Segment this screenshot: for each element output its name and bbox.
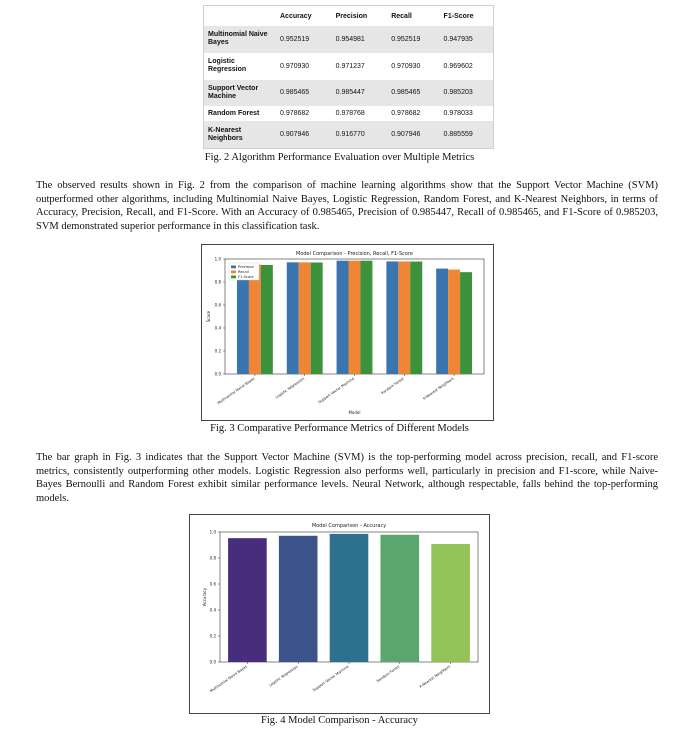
- y-tick-label: 0.0: [214, 371, 221, 377]
- table-cell: 0.978682: [280, 110, 310, 118]
- bar: [436, 269, 448, 374]
- legend-label: F1-Score: [238, 275, 254, 279]
- table-cell: 0.985465: [276, 80, 332, 107]
- bar: [299, 262, 311, 374]
- bar: [279, 536, 318, 662]
- table-cell: 0.985465: [387, 80, 439, 107]
- table-header-cell: Accuracy: [276, 6, 332, 26]
- table-cell: 0.985447: [332, 80, 388, 107]
- metrics-table-figure: [203, 5, 494, 149]
- table-cell: 0.952519: [387, 26, 439, 53]
- x-tick-label: Logistic Regression: [274, 376, 306, 400]
- legend-swatch: [231, 266, 236, 269]
- x-tick-label: Multinomial Naive Bayes: [216, 376, 256, 406]
- accuracy-bar-chart: [190, 515, 489, 713]
- table-header-cell: [204, 6, 276, 26]
- x-tick-label: K-Nearest Neighbors: [418, 664, 452, 689]
- chart-title: Model Comparison - Accuracy: [311, 523, 387, 529]
- table-cell: 0.978682: [391, 110, 421, 118]
- table-header-cell: Recall: [387, 6, 439, 26]
- table-cell: 0.985203: [440, 80, 493, 107]
- table-cell: 0.952519: [276, 26, 332, 53]
- bar: [398, 261, 410, 374]
- table-cell: 0.947935: [440, 26, 493, 53]
- model-name-cell: Random Forest: [208, 109, 260, 117]
- table-header-cell: Precision: [332, 6, 388, 26]
- y-tick-label: 0.8: [209, 555, 216, 561]
- figure-caption: Fig. 4 Model Comparison - Accuracy: [261, 715, 418, 726]
- table-row: [204, 121, 493, 148]
- table-cell: 0.916770: [332, 121, 388, 148]
- x-axis-label: Model: [348, 410, 361, 415]
- x-tick-label: Random Forest: [380, 376, 405, 396]
- model-name-cell: Multinomial Naive Bayes: [204, 26, 276, 53]
- body-paragraph: The observed results shown in Fig. 2 from the comparison of machine learning algorithms show that the Support Vector Machine (SVM) outperformed other algorithms, including Multinomial Naive Bayes, Logistic Regression, Random Forest, and K-Nearest Neighbors, in terms of Accuracy, Precision, Recall, and F1-Score. With an Accuracy of 0.985465, Precision of 0.985447, Recall of 0.985465, and F1-Score of 0.985203, SVM demonstrated superior performance in this classification task.: [36, 180, 658, 232]
- bar: [330, 534, 369, 662]
- bar: [287, 262, 299, 374]
- x-tick-label: Random Forest: [375, 664, 401, 684]
- bar: [431, 544, 470, 662]
- legend-label: Recall: [238, 270, 249, 274]
- y-tick-label: 0.6: [214, 302, 221, 308]
- grouped-bar-chart-figure: [201, 244, 494, 421]
- table-cell: 0.954981: [332, 26, 388, 53]
- bar: [386, 261, 398, 374]
- bar: [228, 538, 267, 662]
- table-cell: 0.970930: [280, 62, 310, 70]
- y-axis-label: Accuracy: [202, 587, 207, 607]
- x-tick-label: Support Vector Machine: [312, 664, 350, 693]
- table-cell: 0.885559: [440, 121, 493, 148]
- model-name-cell: Logistic Regression: [208, 58, 247, 74]
- metrics-table: [204, 6, 493, 148]
- bar: [337, 261, 349, 374]
- table-cell: 0.978768: [335, 110, 365, 118]
- table-row: [204, 80, 493, 107]
- bar: [360, 261, 372, 374]
- y-tick-label: 1.0: [209, 529, 216, 535]
- bar: [410, 262, 422, 374]
- chart-title: Model Comparison - Precision, Recall, F1-Score: [296, 251, 413, 257]
- table-cell: 0.969602: [443, 62, 473, 70]
- table-header-row: [204, 6, 493, 26]
- table-row: [204, 26, 493, 53]
- model-name-cell: K-Nearest Neighbors: [204, 121, 276, 148]
- bar: [237, 264, 249, 374]
- table-row: [204, 53, 493, 80]
- y-tick-label: 1.0: [214, 256, 221, 262]
- legend-swatch: [231, 276, 236, 279]
- x-tick-label: Multinomial Naive Bayes: [209, 664, 248, 694]
- x-tick-label: K-Nearest Neighbors: [422, 376, 455, 401]
- table-cell: 0.907946: [387, 121, 439, 148]
- bar: [261, 265, 273, 374]
- y-tick-label: 0.6: [209, 581, 216, 587]
- y-tick-label: 0.8: [214, 279, 221, 285]
- bar: [460, 272, 472, 374]
- accuracy-bar-chart-figure: [189, 514, 490, 714]
- legend-swatch: [231, 271, 236, 274]
- x-tick-label: Support Vector Machine: [317, 376, 356, 405]
- table-cell: 0.971237: [335, 62, 365, 70]
- y-tick-label: 0.2: [209, 633, 216, 639]
- table-header-cell: F1-Score: [440, 6, 493, 26]
- model-name-cell: Support Vector Machine: [204, 80, 276, 107]
- y-tick-label: 0.4: [214, 325, 221, 331]
- table-cell: 0.978033: [443, 110, 473, 118]
- figure-caption: Fig. 3 Comparative Performance Metrics of Different Models: [210, 423, 469, 434]
- table-cell: 0.970930: [391, 62, 421, 70]
- bar: [380, 535, 419, 662]
- grouped-bar-chart: [202, 245, 493, 420]
- bar: [311, 262, 323, 374]
- y-tick-label: 0.2: [214, 348, 221, 354]
- bar: [349, 261, 361, 374]
- bar: [249, 264, 261, 374]
- table-cell: 0.907946: [276, 121, 332, 148]
- y-tick-label: 0.4: [209, 607, 216, 613]
- figure-caption: Fig. 2 Algorithm Performance Evaluation over Multiple Metrics: [204, 152, 475, 163]
- y-tick-label: 0.0: [209, 659, 216, 665]
- y-axis-label: Score: [206, 310, 211, 323]
- legend-label: Precision: [238, 265, 255, 269]
- table-row: [204, 106, 493, 121]
- bar: [448, 270, 460, 374]
- body-paragraph: The bar graph in Fig. 3 indicates that the Support Vector Machine (SVM) is the top-performing model across precision, recall, and F1-score metrics, consistently outperforming other models. Logistic Regression also performs well, particularly in precision and F1-score, while Naive-Bayes Bernoulli and Random Forest exhibit similar performance levels. Neural Network, although respectable, falls behind the top-performing models.: [36, 452, 658, 504]
- x-tick-label: Logistic Regression: [268, 664, 299, 688]
